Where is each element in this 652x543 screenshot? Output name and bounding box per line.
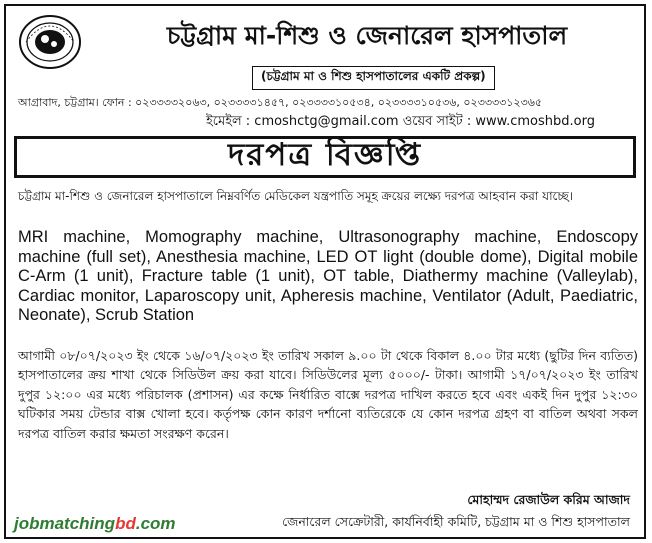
hospital-logo xyxy=(18,14,82,70)
watermark-part1: jobmatching xyxy=(14,514,116,533)
watermark-part3: .com xyxy=(135,514,176,533)
hospital-name: চট্টগ্রাম মা-শিশু ও জেনারেল হাসপাতাল xyxy=(166,21,568,50)
watermark xyxy=(14,514,176,534)
signatory-name: মোহাম্মদ রেজাউল করিম আজাদ xyxy=(467,492,630,507)
equipment-list: MRI machine, Momography machine, Ultrasonography machine, Endoscopy machine (full set), Anesthesia machine, LED OT light (double dome), Digital mobile C-Arm (1 unit), Fracture table (1 unit), OT table, Diathermy machine (Valleylab), Cardiac monitor, Laparoscopy unit, Apheresis machine, Ventilator (Adult, Paediatric, Neonate), Scrub Station xyxy=(18,228,638,324)
contact-line: ইমেইল : cmoshctg@gmail.com ওয়েব সাইট : www.cmoshbd.org xyxy=(206,114,595,129)
address-line: আগ্রাবাদ, চট্টগ্রাম। ফোন : ০২৩৩৩৩২০৬৩, ০২৩৩৩৩১৪৫৭, ০২৩৩৩৩১০৫৩৪, ০২৩৩৩৩১০৫৩৬, ০২৩৩৩৩১২৩৬৫ xyxy=(18,96,543,109)
notice-title: দরপত্র বিজ্ঞপ্তি xyxy=(227,137,423,173)
title-banner xyxy=(14,136,636,178)
tender-notice xyxy=(4,4,646,539)
terms-paragraph: আগামী ০৮/০৭/২০২৩ ইং থেকে ১৬/০৭/২০২৩ ইং তারিখ সকাল ৯.০০ টা থেকে বিকাল ৪.০০ টার মধ্যে (ছুটির দিন ব্যতিত) হাসপাতালের ক্রয় শাখা থেকে সিডিউল ক্রয় করা যাবে। সিডিউলের মূল্য ৫০০০/- টাকা। আগামী ১৭/০৭/২০২৩ ইং তারিখ দুপুর ১২:০০ এর মধ্যে পরিচালক (প্রশাসন) এর কক্ষে নির্ধারিত বাক্সে দরপত্র দাখিল করতে হবে এবং একই দিন দুপুর ১২:৩০ ঘটিকার সময় টেন্ডার বাক্স খোলা হবে। কর্তৃপক্ষ কোন কারণ দর্শানো ব্যতিরেকে যে কোন দরপত্র গ্রহণ বা বাতিল অথবা সকল দরপত্র বাতিল করার ক্ষমতা সংরক্ষণ করেন। xyxy=(18,348,638,441)
intro-paragraph: চট্টগ্রাম মা-শিশু ও জেনারেল হাসপাতালে নিম্নবর্ণিত মেডিকেল যন্ত্রপাতি সমূহ ক্রয়ের লক্ষ্যে দরপত্র আহবান করা যাচ্ছে। xyxy=(18,189,574,203)
watermark-part2: bd xyxy=(115,514,136,533)
project-line: (চট্টগ্রাম মা ও শিশু হাসপাতালের একটি প্রকল্প) xyxy=(252,66,495,90)
signatory-designation: জেনারেল সেক্রেটারী, কার্যনির্বাহী কমিটি, চট্টগ্রাম মা ও শিশু হাসপাতাল xyxy=(282,514,630,529)
